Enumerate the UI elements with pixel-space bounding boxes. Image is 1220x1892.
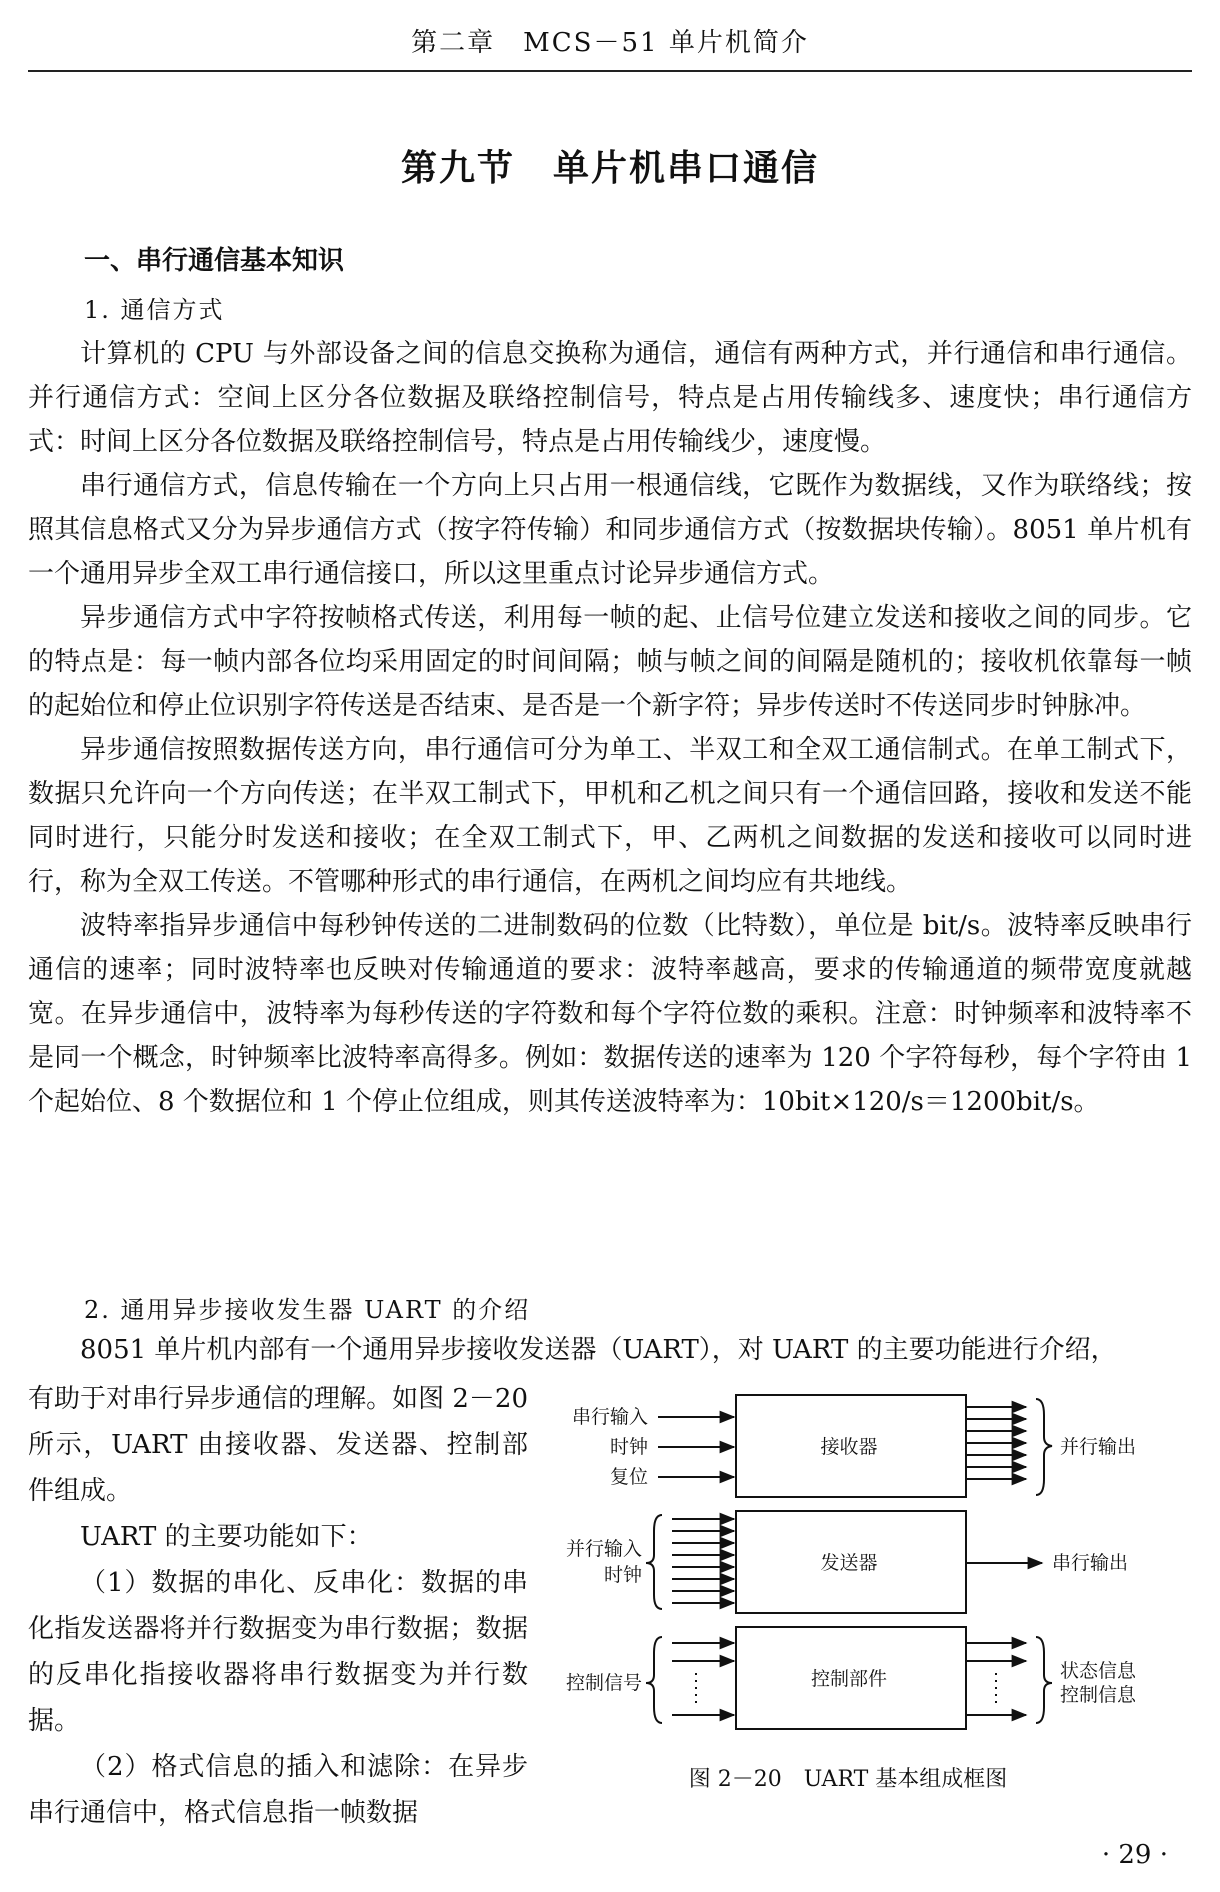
- page-number: · 29 ·: [1101, 1840, 1168, 1870]
- control-signal-label: 控制信号: [565, 1672, 642, 1694]
- clock-label: 时钟: [609, 1436, 648, 1458]
- running-header: 第二章 MCS－51 单片机简介: [411, 28, 809, 58]
- transmitter-label: 发送器: [820, 1552, 878, 1574]
- paragraph: 8051 单片机内部有一个通用异步接收发送器（UART），对 UART 的主要功能进行介绍，: [80, 1335, 1117, 1365]
- paragraph: 计算机的 CPU 与外部设备之间的信息交换称为通信，通信有两种方式，并行通信和串行通信。并行通信方式：空间上区分各位数据及联络控制信号，特点是占用传输线多、速度快；串行通信方式：时间上区分各位数据及联络控制信号，特点是占用传输线少，速度慢。: [28, 339, 1192, 457]
- control-info-label: 控制信息: [1060, 1684, 1137, 1706]
- paragraph: 异步通信方式中字符按帧格式传送，利用每一帧的起、止信号位建立发送和接收之间的同步。它的特点是：每一帧内部各位均采用固定的时间间隔；帧与帧之间的间隔是随机的；接收机依靠每一帧的起始位和停止位识别字符传送是否结束、是否是一个新字符；异步传送时不传送同步时钟脉冲。: [28, 603, 1192, 721]
- control-unit-label: 控制部件: [810, 1668, 888, 1690]
- serial-output-label: 串行输出: [1052, 1552, 1129, 1574]
- paragraph: UART 的主要功能如下：: [80, 1522, 373, 1552]
- paragraph: 串行通信方式，信息传输在一个方向上只占用一根通信线，它既作为数据线，又作为联络线；按照其信息格式又分为异步通信方式（按字符传输）和同步通信方式（按数据块传输）。8051 单片机有一个通用异步全双工串行通信接口，所以这里重点讨论异步通信方式。: [28, 471, 1192, 589]
- paragraph: 波特率指异步通信中每秒钟传送的二进制数码的位数（比特数），单位是 bit/s。波特率反映串行通信的速率；同时波特率也反映对传输通道的要求：波特率越高，要求的传输通道的频带宽度就越宽。在异步通信中，波特率为每秒传送的字符数和每个字符位数的乘积。注意：时钟频率和波特率不是同一个概念，时钟频率比波特率高得多。例如：数据传送的速率为 120 个字符每秒，每个字符由 1 个起始位、8 个数据位和 1 个停止位组成，则其传送波特率为：10bit×120/s＝1200bit/s。: [28, 911, 1192, 1117]
- serial-input-label: 串行输入: [571, 1406, 648, 1428]
- parallel-output-label: 并行输出: [1060, 1436, 1137, 1458]
- paragraph: 有助于对串行异步通信的理解。如图 2－20所示，UART 由接收器、发送器、控制部件组成。: [28, 1384, 528, 1506]
- left-column-text: [28, 1376, 528, 1836]
- status-info-label: 状态信息: [1060, 1660, 1137, 1682]
- heading-basic-knowledge: 一、串行通信基本知识: [84, 246, 345, 276]
- paragraph: （2）格式信息的插入和滤除：在异步串行通信中，格式信息指一帧数据: [28, 1752, 528, 1828]
- paragraph: 异步通信按照数据传送方向，串行通信可分为单工、半双工和全双工通信制式。在单工制式下，数据只允许向一个方向传送；在半双工制式下，甲机和乙机之间只有一个通信回路，接收和发送不能同时进行，只能分时发送和接收；在全双工制式下，甲、乙两机之间数据的发送和接收可以同时进行，称为全双工传送。不管哪种形式的串行通信，在两机之间均应有共地线。: [28, 735, 1192, 897]
- uart-block-diagram: [548, 1385, 1188, 1825]
- subheading-communication-mode: 1. 通信方式: [84, 296, 225, 324]
- section-title: 第九节 单片机串口通信: [400, 148, 819, 189]
- clock-label-2: 时钟: [603, 1564, 642, 1586]
- body-text-block-1: [28, 332, 1192, 1124]
- subheading-uart-intro: 2. 通用异步接收发生器 UART 的介绍: [84, 1296, 531, 1324]
- paragraph: （1）数据的串化、反串化：数据的串化指发送器将并行数据变为串行数据；数据的反串化指接收器将串行数据变为并行数据。: [28, 1568, 528, 1736]
- parallel-input-label: 并行输入: [565, 1538, 642, 1560]
- body-text-uart-intro: [28, 1328, 1192, 1372]
- reset-label: 复位: [609, 1466, 648, 1488]
- header-rule: [28, 70, 1192, 72]
- receiver-label: 接收器: [820, 1436, 878, 1458]
- figure-caption: 图 2－20 UART 基本组成框图: [688, 1767, 1008, 1792]
